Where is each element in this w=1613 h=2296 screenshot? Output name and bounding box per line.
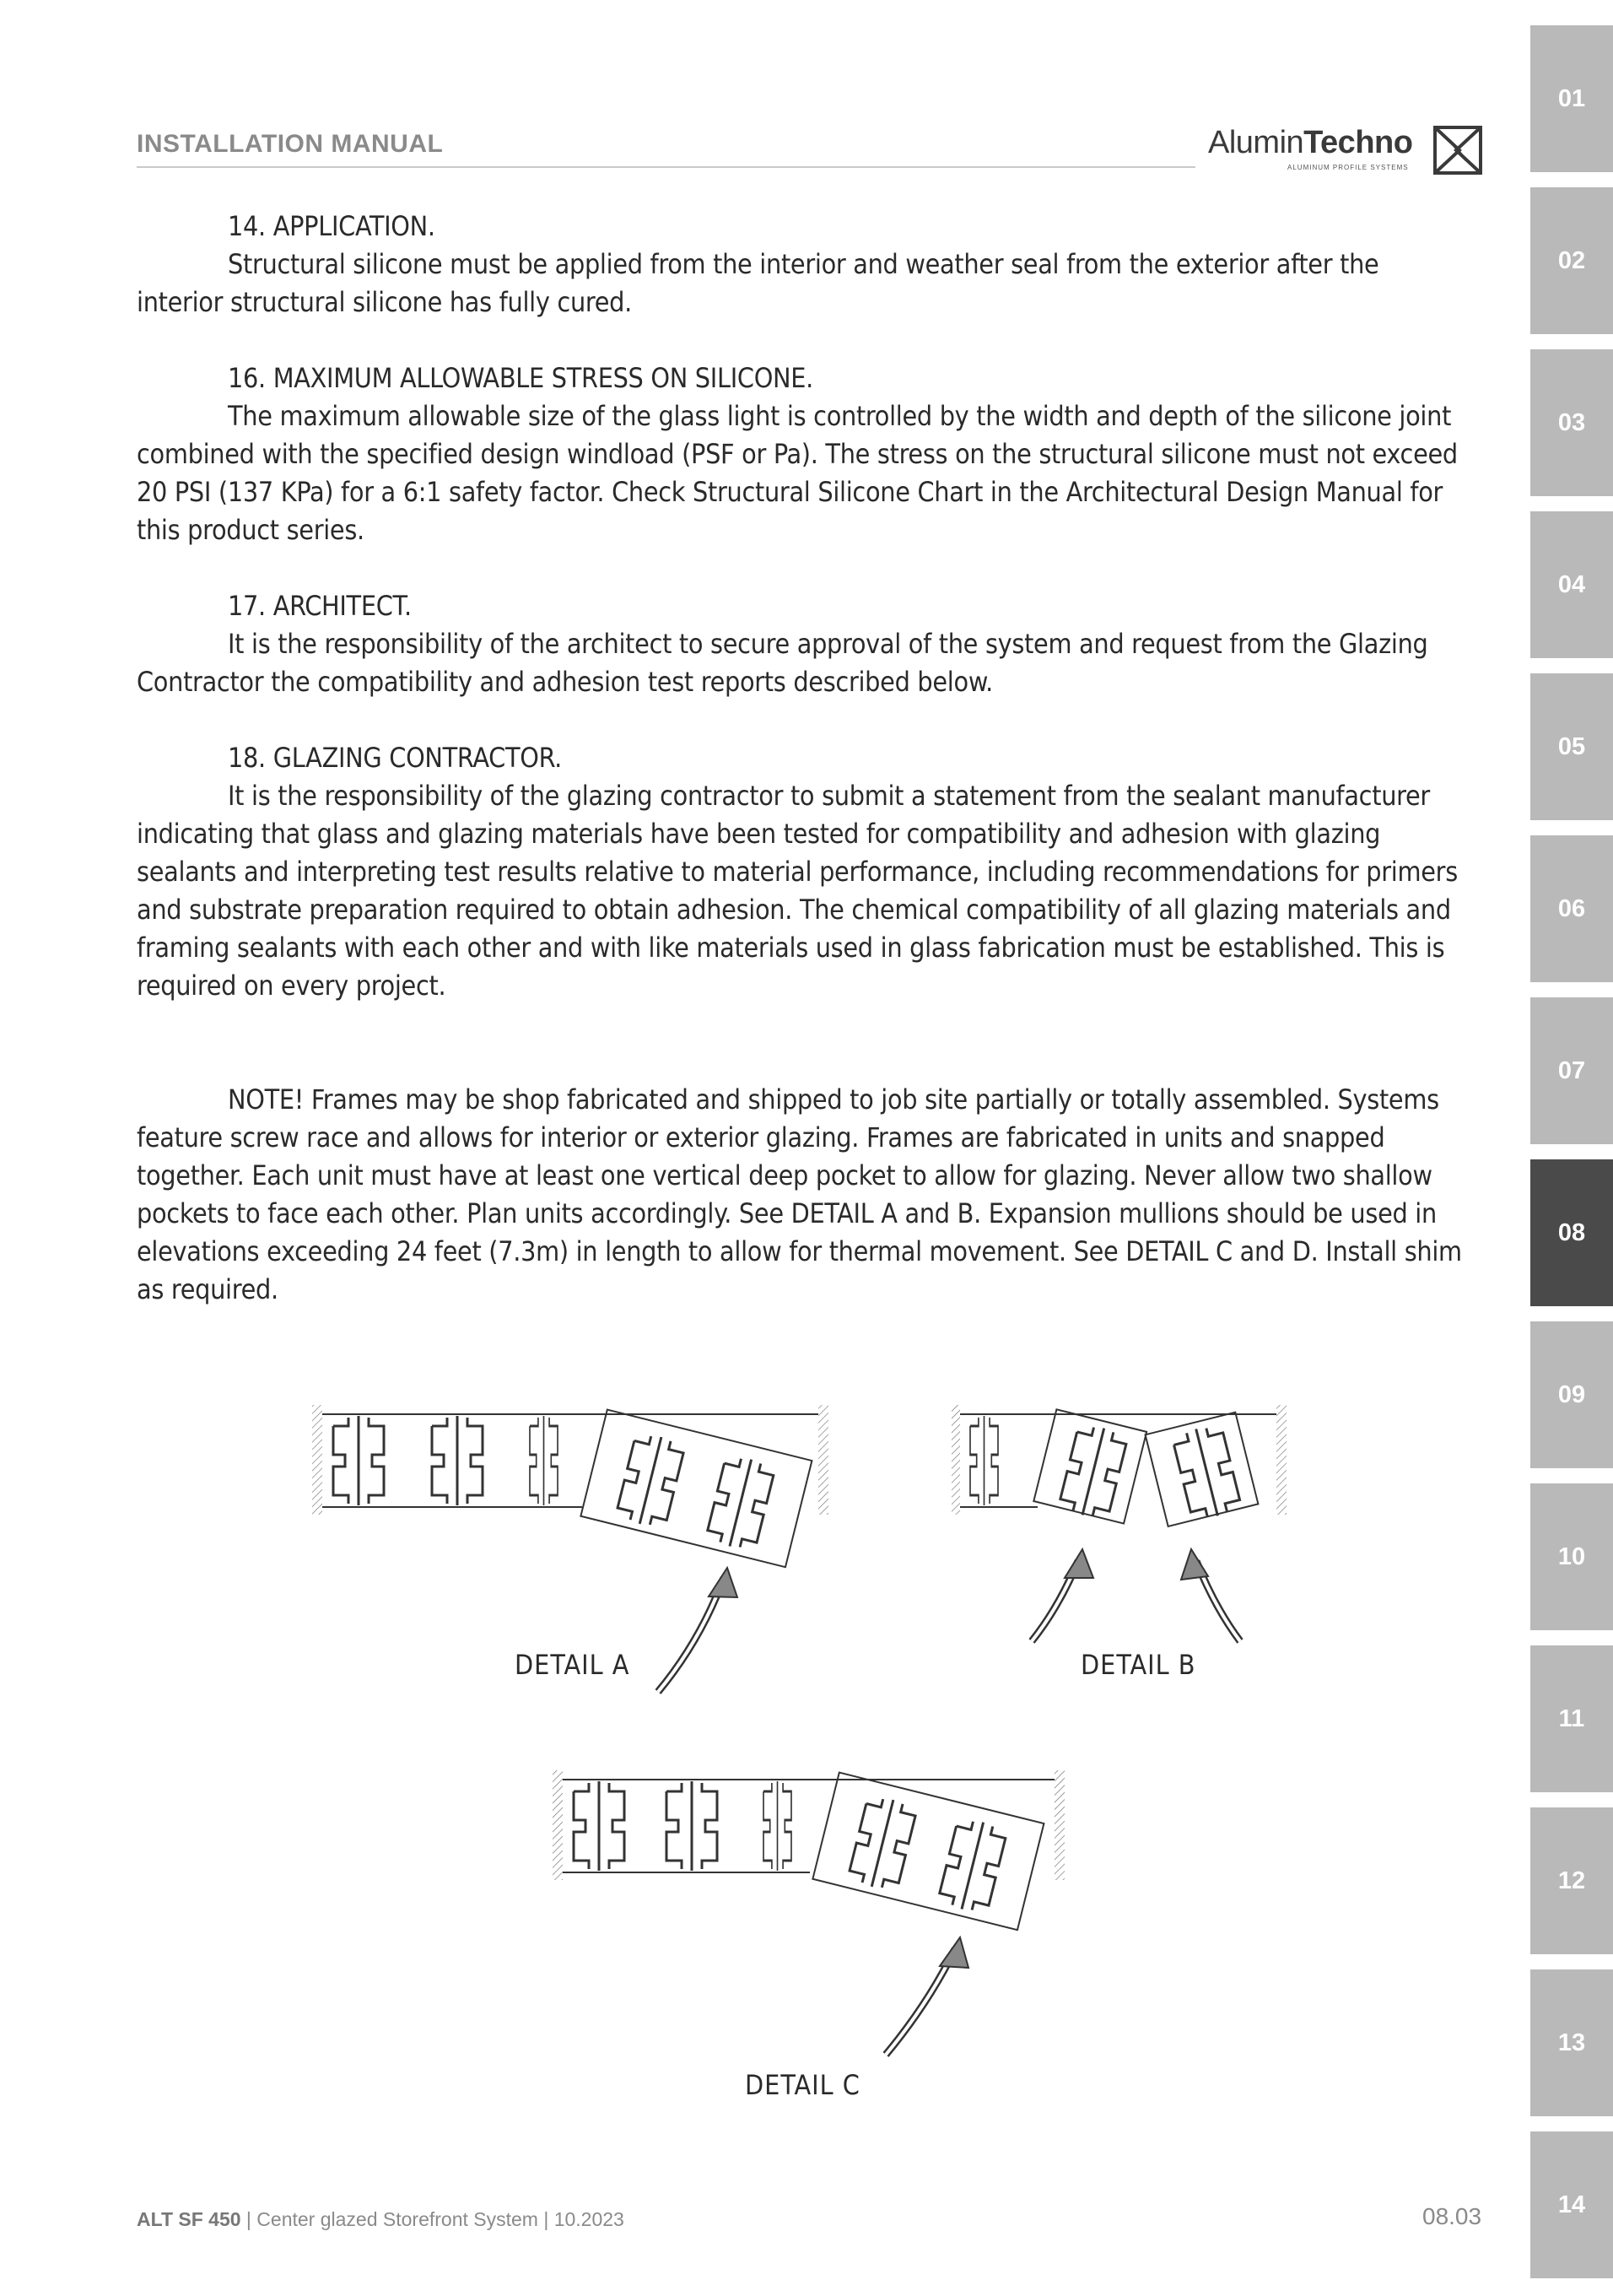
tab-11[interactable]: 11 — [1530, 1645, 1613, 1792]
tab-13[interactable]: 13 — [1530, 1969, 1613, 2116]
detail-a-label: DETAIL A — [515, 1649, 630, 1681]
section-heading: 17. ARCHITECT. — [228, 590, 412, 622]
footer-page-number: 08.03 — [1422, 2203, 1482, 2229]
brand-tagline: ALUMINUM PROFILE SYSTEMS — [1287, 164, 1409, 171]
section-body: It is the responsibility of the glazing contractor to submit a statement from the sealant manufacturer indicating that glass and glazing materials have been tested for compatibility and adhesion with glazing sealants and interpreting test results relative to material performance, including recommendations for primers and substrate preparation required to obtain adhesion. The chemical compatibility of all glazing materials and framing sealants with each other and with like materials used in glass fabrication must be established. This is required on every project. — [137, 780, 1458, 1002]
tab-02[interactable]: 02 — [1530, 187, 1613, 334]
chapter-tabs — [1530, 0, 1613, 2296]
tab-04[interactable]: 04 — [1530, 511, 1613, 658]
section-heading: 14. APPLICATION. — [228, 210, 435, 242]
tab-08[interactable]: 08 — [1530, 1159, 1613, 1306]
brand-name-bold: Techno — [1303, 125, 1413, 160]
tab-01[interactable]: 01 — [1530, 25, 1613, 172]
section-body: Structural silicone must be applied from the interior and weather seal from the exterior after the interior structural silicone has fully cured. — [137, 248, 1379, 318]
footer-product: ALT SF 450 — [137, 2208, 241, 2230]
section-body: The maximum allowable size of the glass light is controlled by the width and depth of the silicone joint combined with the specified design windload (PSF or Pa). The stress on the structural silicone must not exceed 20 PSI (137 KPa) for a 6:1 safety factor. Check Structural Silicone Chart in the Architectural Design Manual for this product series. — [137, 400, 1458, 546]
brand-name-regular: Alumin — [1208, 125, 1304, 160]
detail-b-label: DETAIL B — [1081, 1649, 1196, 1681]
note-text: NOTE! Frames may be shop fabricated and shipped to job site partially or totally assembled. Systems feature screw race and allows for interior or exterior glazing. Frames are fabricated in units and snapped together. Each unit must have at least one vertical deep pocket to allow for glazing. Never allow two shallow pockets to face each other. Plan units accordingly. See DETAIL A and B. Expansion mullions should be used in elevations exceeding 24 feet (7.3m) in length to allow for thermal movement. See DETAIL C and D. Install shim as required. — [137, 1083, 1462, 1305]
tab-07[interactable]: 07 — [1530, 997, 1613, 1144]
tab-09[interactable]: 09 — [1530, 1321, 1613, 1468]
section-heading: 18. GLAZING CONTRACTOR. — [228, 742, 563, 774]
tab-05[interactable]: 05 — [1530, 673, 1613, 820]
detail-c-label: DETAIL C — [745, 2069, 860, 2101]
tab-10[interactable]: 10 — [1530, 1483, 1613, 1630]
header-title: INSTALLATION MANUAL — [137, 130, 444, 158]
tab-06[interactable]: 06 — [1530, 835, 1613, 982]
detail-c-drawing — [553, 1770, 1065, 2055]
tab-03[interactable]: 03 — [1530, 349, 1613, 496]
detail-b-drawing — [952, 1405, 1287, 1641]
footer-description: | Center glazed Storefront System | 10.2023 — [240, 2208, 624, 2230]
tab-14[interactable]: 14 — [1530, 2131, 1613, 2278]
footer-product-info — [137, 2208, 624, 2231]
section-heading: 16. MAXIMUM ALLOWABLE STRESS ON SILICONE. — [228, 362, 814, 394]
tab-12[interactable]: 12 — [1530, 1807, 1613, 1954]
section-body: It is the responsibility of the architect to secure approval of the system and request from the Glazing Contractor the compatibility and adhesion test reports described below. — [137, 628, 1428, 698]
